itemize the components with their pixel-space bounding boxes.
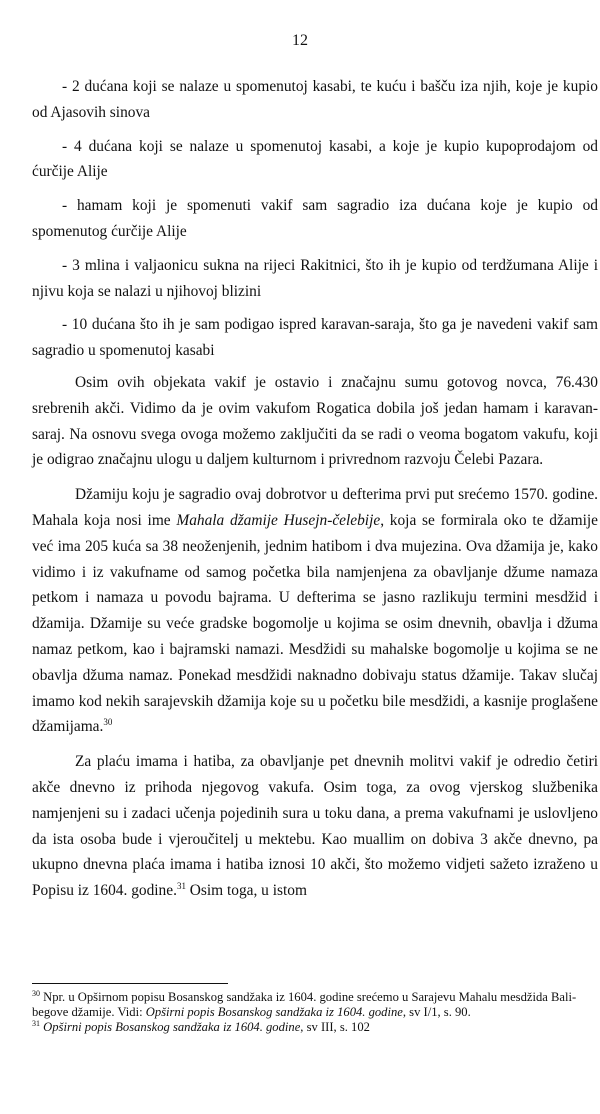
footnote: [32, 1020, 592, 1035]
paragraph: [32, 749, 598, 904]
footnote-text: Npr. u Opširnom popisu Bosanskog sandžaka iz 1604. godine srećemo u Sarajevu Mahalu mesdžida Bali-begove džamije. Vidi:: [32, 990, 577, 1019]
paragraph: [32, 482, 598, 740]
footnote-text: , sv III, s. 102: [300, 1020, 370, 1034]
list-item: - hamam koji je spomenuti vakif sam sagradio iza dućana koje je kupio od spomenutog ćurčije Alije: [32, 197, 598, 240]
list-item: - 2 dućana koji se nalaze u spomenutoj kasabi, te kuću i bašču iza njih, koje je kupio od Ajasovih sinova: [32, 78, 598, 121]
paragraph: Osim ovih objekata vakif je ostavio i značajnu sumu gotovog novca, 76.430 srebrenih akči. Vidimo da je ovim vakufom Rogatica dobila još jedan hamam i karavan-saraj. Na osnovu svega ovoga možemo zaključiti da se radi o veoma bogatom vakufu, koji je odigrao značajnu ulogu u daljem kulturnom i privrednom razvoju Čelebi Pazara.: [32, 373, 598, 469]
footnote-ref: 30: [103, 717, 113, 728]
footnote-number: 31: [32, 1019, 40, 1028]
list-item: - 10 dućana što ih je sam podigao ispred karavan-saraja, što ga je navedeni vakif sam sagradio u spomenutoj kasabi: [32, 316, 598, 360]
footnotes: [32, 990, 592, 1035]
footnote-citation: Opširni popis Bosanskog sandžaka iz 1604. godine: [43, 1020, 301, 1034]
footnote-divider: [32, 983, 228, 984]
list-item: - 4 dućana koji se nalaze u spomenutoj kasabi, a koje je kupio kupoprodajom od ćurčije Alije: [32, 137, 598, 181]
body-text: [32, 74, 598, 904]
footnote: [32, 990, 592, 1020]
page-number: 12: [292, 32, 308, 49]
paragraph-text: , koja se formirala oko te džamije već ima 205 kuća sa 38 neoženjenih, jednim hatibom i dva mujezina. Ova džamija je, kako vidimo i iz vakufname od samog početka bila namjenjena za obavljanje džume namaza petkom i namaza u povodu bajrama. U defterima se jasno razlikuju termini mesdžid i džamija. Džamije su veće gradske bogomolje u kojima se osim dnevnih, obavlja i džuma namaz petkom, kao i bajramski namazi. Mesdžidi su mahalske bogomolje u kojima se ne obavlja džuma namaz. Ponekad mesdžidi naknadno dobivaju status džamije. Takav slučaj imamo kod nekih sarajevskih džamija koje su u početku bile mesdžidi, a kasnije proglašene džamijama.: [32, 511, 598, 736]
paragraph-text: Za plaću imama i hatiba, za obavljanje pet dnevnih molitvi vakif je odredio četiri akče dnevno iz prihoda njegovog vakufa. Osim toga, za ovog vjerskog službenika namjenjeni su i zadaci učenja pojedinih sura u toku dana, a prema vakufnami je uslovljeno da ista osoba bude i vjeroučitelj u mektebu. Kao muallim on dobiva 3 akče dnevno, pa ukupno dnevna plaća imama i hatiba iznosi 10 akči, što možemo vidjeti sažeto izraženo u Popisu iz 1604. godine.: [32, 753, 598, 900]
footnote-citation: Opširni popis Bosanskog sandžaka iz 1604. godine: [145, 1005, 403, 1019]
footnote-text: , sv I/1, s. 90.: [402, 1005, 471, 1019]
paragraph-text: Osim toga, u istom: [185, 882, 307, 900]
footnote-number: 30: [32, 989, 40, 998]
paragraph-text: Džamiju koju je sagradio ovaj dobrotvor u defterima prvi put srećemo 1570. godine. Mahala koja nosi ime: [32, 486, 598, 529]
list-item: - 3 mlina i valjaonicu sukna na rijeci Rakitnici, što ih je kupio od terdžumana Alije i njivu koja se nalazi u njihovoj blizini: [32, 256, 598, 300]
italic-term: Mahala džamije Husejn-čelebije: [176, 511, 381, 529]
footnote-ref: 31: [176, 881, 186, 892]
